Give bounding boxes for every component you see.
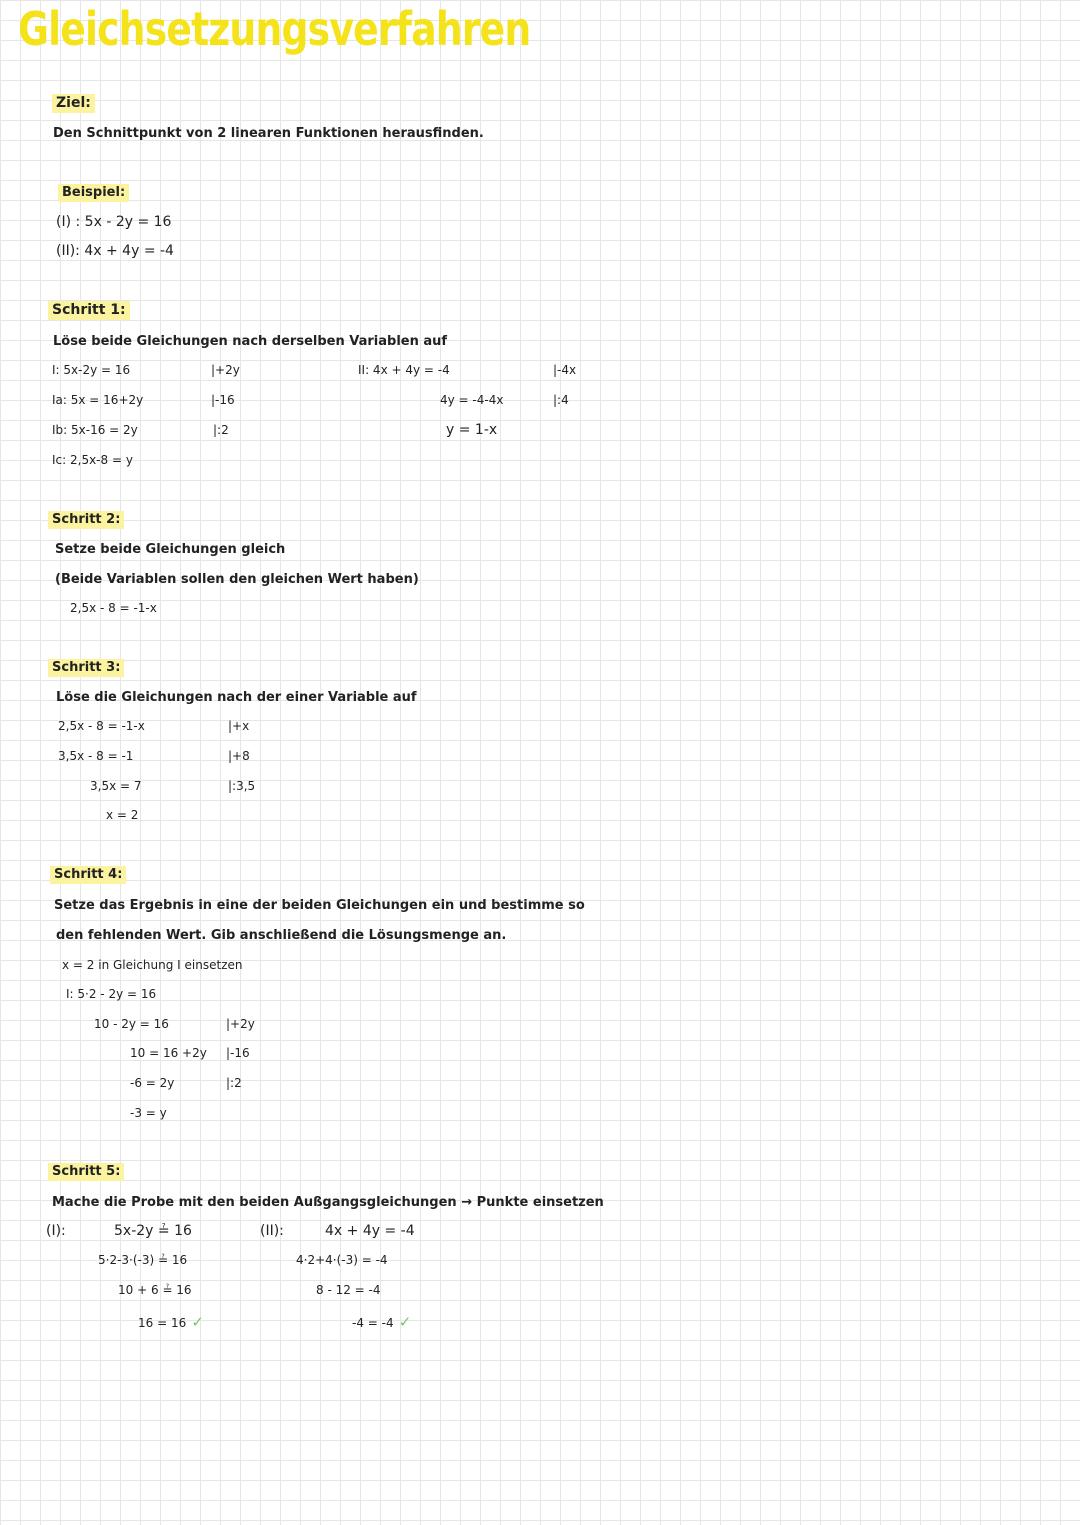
beispiel-heading: Beispiel:: [58, 184, 129, 202]
schritt3-op-2: |+8: [228, 749, 250, 763]
ziel-heading: Ziel:: [52, 94, 95, 113]
beispiel-equation-1: (I) : 5x - 2y = 16: [56, 214, 172, 230]
schritt1-right-eq-2: 4y = -4-4x: [440, 393, 504, 407]
schritt5-left-row-1: 5x-2y ≟ 16: [114, 1223, 192, 1239]
schritt1-right-op-1: |-4x: [553, 363, 577, 377]
schritt1-right-eq-3: y = 1-x: [446, 422, 498, 438]
schritt1-left-op-1: |+2y: [211, 363, 240, 377]
page-title: Gleichsetzungsverfahren: [18, 2, 531, 56]
schritt3-eq-3: 3,5x = 7: [90, 779, 142, 793]
schritt5-right-row-1: 4x + 4y = -4: [325, 1223, 415, 1239]
schritt4-eq-3: -6 = 2y: [130, 1076, 175, 1090]
schritt4-line-3: x = 2 in Gleichung I einsetzen: [62, 958, 243, 972]
schritt4-heading: Schritt 4:: [50, 866, 126, 884]
schritt1-left-op-2: |-16: [211, 393, 235, 407]
schritt5-left-label: (I):: [46, 1223, 66, 1239]
schritt4-eq-4: -3 = y: [130, 1106, 167, 1120]
schritt4-op-3: |:2: [226, 1076, 242, 1090]
schritt5-right-row-4: -4 = -4: [352, 1316, 394, 1330]
schritt5-left-row-3: 10 + 6 ≟ 16: [118, 1283, 192, 1297]
check-icon-left: ✓: [191, 1313, 204, 1331]
schritt1-text: Löse beide Gleichungen nach derselben Variablen auf: [53, 334, 448, 349]
schritt2-line-1: Setze beide Gleichungen gleich: [55, 542, 286, 557]
schritt4-eq-1: 10 - 2y = 16: [94, 1017, 169, 1031]
schritt5-left-row-4: 16 = 16: [138, 1316, 187, 1330]
schritt3-eq-4: x = 2: [106, 808, 139, 822]
schritt5-right-row-2: 4·2+4·(-3) = -4: [296, 1253, 388, 1267]
schritt1-left-eq-4: Ic: 2,5x-8 = y: [52, 453, 133, 467]
schritt1-right-eq-1: II: 4x + 4y = -4: [358, 363, 450, 377]
schritt4-line-1: Setze das Ergebnis in eine der beiden Gleichungen ein und bestimme so: [54, 898, 585, 913]
schritt5-text: Mache die Probe mit den beiden Außgangsgleichungen → Punkte einsetzen: [52, 1195, 604, 1210]
schritt4-op-1: |+2y: [226, 1017, 255, 1031]
schritt1-left-eq-3: Ib: 5x-16 = 2y: [52, 423, 138, 437]
schritt2-heading: Schritt 2:: [48, 511, 124, 529]
schritt5-heading: Schritt 5:: [48, 1163, 124, 1181]
schritt4-op-2: |-16: [226, 1046, 250, 1060]
schritt4-line-2: den fehlenden Wert. Gib anschließend die Lösungsmenge an.: [56, 928, 507, 943]
schritt3-eq-1: 2,5x - 8 = -1-x: [58, 719, 145, 733]
schritt1-heading: Schritt 1:: [48, 301, 130, 320]
schritt3-op-3: |:3,5: [228, 779, 256, 793]
schritt4-eq-0: I: 5·2 - 2y = 16: [66, 987, 157, 1001]
schritt3-heading: Schritt 3:: [48, 659, 124, 677]
schritt1-left-eq-2: Ia: 5x = 16+2y: [52, 393, 144, 407]
schritt5-right-row-3: 8 - 12 = -4: [316, 1283, 381, 1297]
schritt3-eq-2: 3,5x - 8 = -1: [58, 749, 134, 763]
schritt3-text: Löse die Gleichungen nach der einer Variable auf: [56, 690, 417, 705]
schritt2-line-2: (Beide Variablen sollen den gleichen Wert haben): [55, 572, 419, 587]
check-icon-right: ✓: [398, 1313, 412, 1331]
schritt5-right-label: (II):: [260, 1223, 284, 1239]
schritt1-left-op-3: |:2: [213, 423, 229, 437]
ziel-text: Den Schnittpunkt von 2 linearen Funktionen herausfinden.: [53, 126, 484, 141]
schritt2-equation: 2,5x - 8 = -1-x: [70, 601, 157, 615]
schritt1-right-op-2: |:4: [553, 393, 569, 407]
schritt5-left-row-2: 5·2-3·(-3) ≟ 16: [98, 1253, 188, 1267]
schritt1-left-eq-1: I: 5x-2y = 16: [52, 363, 131, 377]
schritt3-op-1: |+x: [228, 719, 250, 733]
schritt4-eq-2: 10 = 16 +2y: [130, 1046, 207, 1060]
beispiel-equation-2: (II): 4x + 4y = -4: [56, 243, 174, 259]
